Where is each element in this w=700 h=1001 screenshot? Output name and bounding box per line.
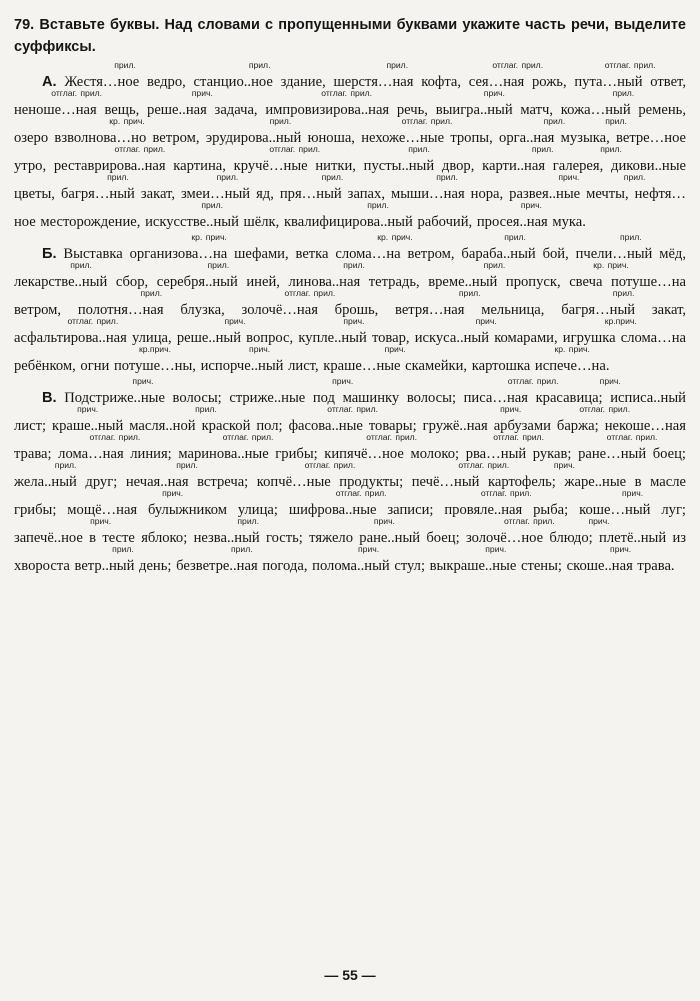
word-text: краше..ный	[52, 418, 124, 434]
part-of-speech-label: кр. прич.	[593, 260, 629, 270]
word-text: картошка	[471, 358, 531, 374]
word-item	[312, 544, 425, 574]
word-item	[296, 246, 329, 262]
word-item	[566, 544, 675, 574]
word-text: тяжело ране..ный боец;	[309, 530, 460, 546]
word-text: кручё…ные нитки,	[233, 158, 356, 174]
part-of-speech-label: прил.	[612, 88, 635, 98]
word-text: неноше…ная вещь,	[14, 102, 140, 118]
word-text: нехоже…ные тропы,	[361, 130, 493, 146]
word-text: золочё…ная брошь,	[241, 302, 379, 318]
word-text: слома…на ветром,	[335, 246, 455, 262]
part-of-speech-label: прил.	[623, 172, 646, 182]
word-item	[80, 358, 109, 374]
word-text: Выставка	[63, 246, 123, 262]
part-of-speech-label: прич.	[621, 488, 644, 498]
part-of-speech-label: прич.	[249, 344, 271, 354]
word-text: испече…на.	[534, 358, 610, 374]
part-of-speech-label: прил.	[408, 144, 430, 154]
word-text: безветре..ная погода,	[176, 558, 308, 574]
task-header: 79. Вставьте буквы. Над словами с пропущенными буквами укажите часть речи, выделите суффиксы.	[14, 17, 686, 55]
part-of-speech-label: отглаг. прил.	[321, 88, 373, 98]
word-item	[575, 232, 686, 262]
word-item	[499, 116, 610, 146]
word-text: лекарстве..ный сбор,	[14, 274, 149, 290]
word-item	[156, 260, 280, 290]
part-of-speech-label: прил.	[140, 288, 163, 298]
word-item	[482, 144, 604, 174]
word-text: дикови..ные цветы,	[14, 158, 687, 202]
word-text: орга..ная музыка,	[499, 130, 610, 146]
part-of-speech-label: прил.	[612, 288, 635, 298]
word-item	[53, 144, 226, 174]
part-of-speech-label: отглаг. прил.	[269, 144, 321, 154]
word-text: пута…ный ответ,	[574, 74, 686, 90]
part-of-speech-label: отглаг. прил.	[503, 516, 555, 526]
word-item	[569, 274, 602, 290]
word-text: сея…ная рожь,	[468, 74, 567, 90]
part-of-speech-label: отглаг. прил.	[493, 432, 544, 442]
part-of-speech-label: прич.	[610, 544, 632, 554]
word-text: кожа…ный ремень,	[560, 102, 686, 118]
part-of-speech-label: прил.	[483, 260, 506, 270]
part-of-speech-label: прич.	[162, 488, 184, 498]
word-text: маринова..ные грибы;	[178, 446, 318, 462]
word-text: печё…ный картофель;	[411, 474, 556, 490]
part-of-speech-label: кр. прич.	[191, 232, 227, 242]
word-text: искуса..ный комарами,	[414, 330, 558, 346]
word-text: пря…ный запах,	[279, 186, 385, 202]
word-text: жаре..ные в масле грибы;	[14, 474, 686, 518]
word-text: време..ный пропуск,	[428, 274, 561, 290]
word-text: просея..ная мука.	[476, 214, 586, 230]
part-of-speech-label: отглаг. прил.	[579, 404, 631, 414]
part-of-speech-label: прил.	[458, 288, 481, 298]
word-text: огни	[80, 358, 110, 374]
part-of-speech-label: прил.	[216, 172, 239, 182]
word-text: золочё…ное блюдо;	[465, 530, 593, 546]
word-item	[14, 260, 149, 290]
word-item	[395, 288, 545, 318]
part-of-speech-label: прил.	[70, 260, 92, 270]
word-text: копчё…ные продукты;	[256, 474, 404, 490]
part-of-speech-label: прил.	[176, 460, 198, 470]
part-of-speech-label: прил.	[248, 60, 271, 70]
word-text: гружё..ная арбузами баржа;	[422, 418, 599, 434]
part-of-speech-label: отглаг. прил.	[606, 432, 658, 442]
part-of-speech-label: отглаг. прил.	[51, 88, 103, 98]
part-of-speech-label: прич.	[475, 316, 497, 326]
word-text: асфальтирова..ная улица,	[14, 330, 172, 346]
word-text: линова..ная тетрадь,	[288, 274, 420, 290]
part-of-speech-label: прил.	[531, 144, 554, 154]
part-of-speech-label: прил.	[367, 200, 389, 210]
word-text: потуше…на ветром,	[14, 274, 686, 318]
word-text: полома..ный стул;	[312, 558, 425, 574]
word-item	[176, 316, 294, 346]
word-text: ветр..ный день;	[74, 558, 172, 574]
word-text: испорче..ный лист,	[200, 358, 319, 374]
part-of-speech-label: прил.	[269, 116, 292, 126]
part-of-speech-label: прил.	[600, 144, 622, 154]
word-item	[147, 88, 258, 118]
word-item	[390, 172, 504, 202]
word-text: запечё..ное в тесте яблоко;	[14, 530, 188, 546]
part-of-speech-label: отглаг. прил.	[335, 488, 387, 498]
word-text: фасова..ные товары;	[288, 418, 417, 434]
word-item	[74, 544, 172, 574]
word-text: развея..ные мечты,	[509, 186, 629, 202]
word-text: мощё…ная булыжником улица;	[67, 502, 278, 518]
word-text: реше..ный вопрос,	[176, 330, 294, 346]
word-text: пусты..ный двор,	[363, 158, 475, 174]
word-text: квалифицирова..ный рабочий,	[283, 214, 473, 230]
word-text: ране…ный боец;	[578, 446, 686, 462]
word-text: реставрирова..ная картина,	[53, 158, 226, 174]
word-item	[200, 344, 319, 374]
part-of-speech-label: отглаг. прил.	[507, 376, 559, 386]
word-text: исписа..ный лист;	[14, 390, 686, 434]
part-of-speech-label: отглаг. прил.	[458, 460, 510, 470]
word-text: выкраше..ные стены;	[429, 558, 562, 574]
word-item	[14, 130, 48, 146]
word-text: взволнова…но ветром,	[54, 130, 200, 146]
word-text: эрудирова..ный юноша,	[205, 130, 355, 146]
word-text: нечая..ная встреча;	[125, 474, 249, 490]
word-text: купле..ный товар,	[298, 330, 410, 346]
word-text: игрушка	[562, 330, 616, 346]
word-text: искусстве..ный шёлк,	[145, 214, 280, 230]
word-text: организова…на шефами,	[129, 246, 289, 262]
part-of-speech-label: отглаг. прил.	[366, 432, 418, 442]
part-of-speech-label: прич.	[485, 544, 507, 554]
word-text: полотня…ная блузка,	[77, 302, 225, 318]
word-item	[435, 88, 554, 118]
word-text: бараба..ный бой,	[461, 246, 569, 262]
word-item	[578, 432, 686, 462]
part-of-speech-label: прил.	[107, 172, 129, 182]
part-of-speech-label: кр. прич.	[377, 232, 413, 242]
part-of-speech-label: прич.	[191, 88, 213, 98]
word-item	[323, 344, 468, 374]
word-item	[428, 260, 561, 290]
word-text: импровизирова..ная речь,	[265, 102, 428, 118]
word-text: ветре…ное утро,	[14, 130, 687, 174]
part-of-speech-label: прил.	[237, 516, 260, 526]
part-of-speech-label: прич.	[373, 516, 395, 526]
part-of-speech-label: кр.прич.	[138, 344, 171, 354]
part-of-speech-label: кр. прич.	[109, 116, 145, 126]
word-text: шифрова..ные записи;	[288, 502, 434, 518]
word-text: реше..ная задача,	[147, 102, 258, 118]
word-text: Подстриже..ные волосы;	[64, 390, 222, 406]
word-text: пчели…ный мёд,	[575, 246, 686, 262]
word-item	[125, 460, 249, 490]
section-letter: Б.	[42, 246, 57, 262]
word-item	[14, 516, 188, 546]
part-of-speech-label: отглаг. прил.	[480, 488, 532, 498]
section-letter: В.	[42, 390, 57, 406]
exercise-section	[14, 60, 687, 236]
part-of-speech-label: прич.	[90, 516, 112, 526]
word-text: нефтя…ное месторождение,	[14, 186, 687, 230]
part-of-speech-label: отглаг. прил.	[604, 60, 656, 70]
part-of-speech-label: прич.	[500, 404, 522, 414]
part-of-speech-label: прил.	[112, 544, 134, 554]
part-of-speech-label: прич.	[384, 344, 406, 354]
word-text: кипячё…ное молоко;	[324, 446, 460, 462]
word-text: незва..ный гость;	[193, 530, 303, 546]
part-of-speech-label: прич.	[588, 516, 610, 526]
part-of-speech-label: прич.	[77, 404, 99, 414]
word-item	[113, 344, 196, 374]
word-text: плетё..ный из хвороста	[14, 530, 687, 574]
word-text: свеча	[569, 274, 603, 290]
part-of-speech-label: прил.	[343, 260, 365, 270]
part-of-speech-label: отглаг. прил.	[67, 316, 119, 326]
part-of-speech-label: прил.	[543, 116, 566, 126]
word-item	[193, 60, 326, 90]
part-of-speech-label: прил.	[201, 200, 223, 210]
word-text: писа…ная красавица;	[463, 390, 603, 406]
part-of-speech-label: отглаг. прил.	[401, 116, 453, 126]
word-item	[414, 316, 558, 346]
word-item	[288, 488, 434, 518]
part-of-speech-label: отглаг. прил.	[284, 288, 336, 298]
part-of-speech-label: прич.	[599, 376, 621, 386]
section-letter: А.	[42, 74, 57, 90]
part-of-speech-label: прич.	[553, 460, 575, 470]
word-text: змеи…ный яд,	[180, 186, 274, 202]
part-of-speech-label: кр. прич.	[554, 344, 590, 354]
part-of-speech-label: прич.	[520, 200, 542, 210]
part-of-speech-label: прич.	[358, 544, 380, 554]
word-text: коше…ный луг;	[579, 502, 686, 518]
word-item	[14, 460, 118, 490]
word-text: выигра..ный матч,	[435, 102, 554, 118]
part-of-speech-label: прич.	[224, 316, 246, 326]
part-of-speech-label: прич.	[343, 316, 365, 326]
word-text: Жестя…ное ведро,	[64, 74, 186, 90]
word-text: стриже..ные под машинку волосы;	[229, 390, 456, 406]
word-text: краше…ные скамейки,	[323, 358, 468, 374]
part-of-speech-label: прил.	[54, 460, 77, 470]
exercise-section	[14, 376, 687, 580]
word-text: озеро	[14, 130, 49, 146]
part-of-speech-label: прил.	[504, 232, 526, 242]
word-text: ветка	[295, 246, 329, 262]
word-text: скоше..ная трава.	[566, 558, 675, 574]
word-item	[145, 200, 280, 230]
word-text: слома…на ребёнком,	[14, 330, 687, 374]
word-item	[476, 200, 586, 230]
word-text: багря…ный закат,	[561, 302, 686, 318]
part-of-speech-label: прил.	[230, 544, 253, 554]
part-of-speech-label: прил.	[605, 116, 627, 126]
word-text: жела..ный друг;	[14, 474, 118, 490]
part-of-speech-label: прич.	[332, 376, 354, 386]
word-item	[180, 172, 274, 202]
word-text: станцио..ное здание,	[193, 74, 326, 90]
part-of-speech-label: прил.	[386, 60, 409, 70]
word-item	[534, 344, 610, 374]
word-item	[176, 544, 308, 574]
word-item	[429, 544, 562, 574]
word-text: потуше…ны,	[113, 358, 196, 374]
part-of-speech-label: прил.	[207, 260, 230, 270]
word-item	[461, 232, 569, 262]
part-of-speech-label: прил.	[619, 232, 642, 242]
word-text: рва…ный рукав;	[465, 446, 572, 462]
part-of-speech-label: прил.	[436, 172, 458, 182]
page-number: — 55 —	[324, 967, 376, 983]
part-of-speech-label: прил.	[114, 60, 136, 70]
part-of-speech-label: прич.	[132, 376, 154, 386]
word-text: шерстя…ная кофта,	[333, 74, 462, 90]
exercise-body	[14, 60, 687, 580]
word-item	[178, 432, 318, 462]
exercise-section	[14, 232, 687, 380]
word-text: лома…ная линия;	[58, 446, 172, 462]
word-text: серебря..ный иней,	[156, 274, 280, 290]
part-of-speech-label: отглаг. прил.	[327, 404, 379, 414]
part-of-speech-label: отглаг. прил.	[89, 432, 141, 442]
part-of-speech-label: отглаг. прил.	[114, 144, 166, 154]
part-of-speech-label: кр.прич.	[604, 316, 637, 326]
part-of-speech-label: прил.	[321, 172, 344, 182]
word-item	[309, 516, 460, 546]
word-text: провяле..ная рыба;	[444, 502, 569, 518]
word-item	[472, 358, 531, 374]
part-of-speech-label: отглаг. прил.	[222, 432, 274, 442]
word-text: некоше…ная трава;	[14, 418, 686, 462]
part-of-speech-label: прич.	[483, 88, 505, 98]
word-text: мыши…ная нора,	[390, 186, 504, 202]
part-of-speech-label: прил.	[195, 404, 217, 414]
part-of-speech-label: прич.	[558, 172, 580, 182]
part-of-speech-label: отглаг. прил.	[492, 60, 544, 70]
word-item	[60, 172, 175, 202]
word-text: карти..ная галерея,	[482, 158, 604, 174]
part-of-speech-label: отглаг. прил.	[304, 460, 356, 470]
word-text: масля..ной краской пол;	[129, 418, 283, 434]
word-text: ветря…ная мельница,	[395, 302, 545, 318]
word-item	[283, 200, 473, 230]
word-text: багря…ный закат,	[60, 186, 175, 202]
